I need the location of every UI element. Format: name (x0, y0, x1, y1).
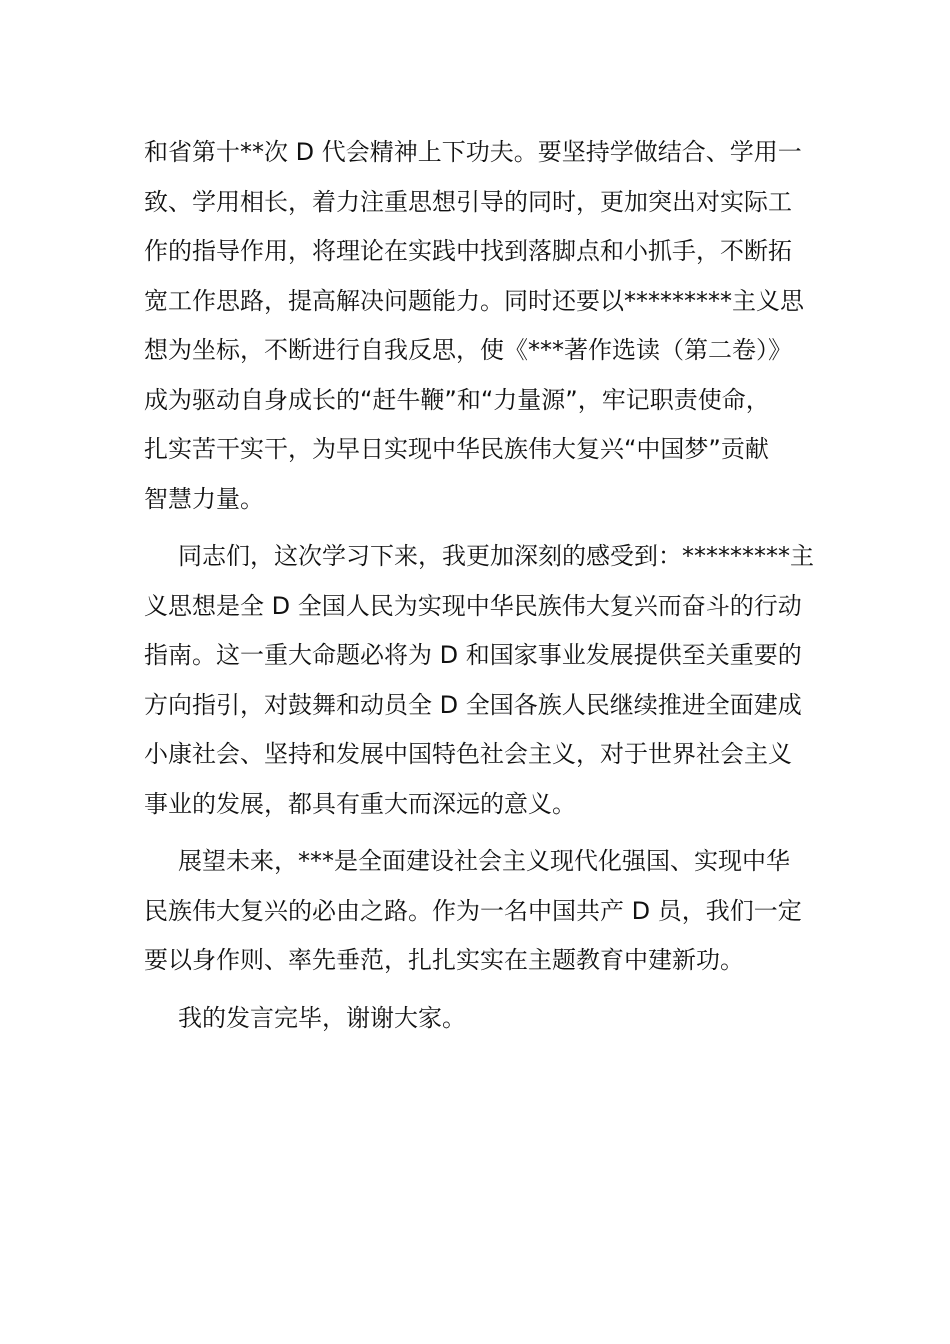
text-line: 方向指引，对鼓舞和动员全 D 全国各族人民继续推进全面建成 (144, 690, 802, 719)
text-line: 小康社会、坚持和发展中国特色社会主义，对于世界社会主义 (144, 740, 792, 768)
text-line: 智慧力量。 (144, 484, 264, 513)
text-line: 义思想是全 D 全国人民为实现中华民族伟大复兴而奋斗的行动 (144, 591, 802, 620)
document-body (144, 128, 816, 1043)
paragraph-2 (144, 532, 816, 829)
text-line: 同志们，这次学习下来，我更加深刻的感受到：*********主 (178, 542, 814, 570)
paragraph-spacer (144, 829, 816, 837)
text-line: 事业的发展，都具有重大而深远的意义。 (144, 789, 576, 818)
paragraph-4 (144, 994, 816, 1044)
text-line: 作的指导作用，将理论在实践中找到落脚点和小抓手，不断拓 (144, 237, 792, 265)
text-line: 和省第十**次 D 代会精神上下功夫。要坚持学做结合、学用一 (144, 138, 802, 166)
paragraph-1 (144, 128, 816, 524)
paragraph-spacer (144, 524, 816, 532)
text-line: 指南。这一重大命题必将为 D 和国家事业发展提供至关重要的 (144, 641, 802, 669)
text-line: 成为驱动自身成长的“赶牛鞭”和“力量源”，牢记职责使命， (144, 385, 770, 414)
text-line: 展望未来，***是全面建设社会主义现代化强国、实现中华 (178, 847, 790, 875)
text-line: 要以身作则、率先垂范，扎扎实实在主题教育中建新功。 (144, 946, 744, 974)
paragraph-3 (144, 837, 816, 986)
text-line: 致、学用相长，着力注重思想引导的同时，更加突出对实际工 (144, 187, 792, 216)
text-line: 宽工作思路，提高解决问题能力。同时还要以*********主义思 (144, 286, 804, 315)
text-line: 想为坐标，不断进行自我反思，使《***著作选读（第二卷）》 (144, 336, 792, 364)
text-line: 我的发言完毕，谢谢大家。 (178, 1003, 466, 1032)
text-line: 扎实苦干实干，为早日实现中华民族伟大复兴“中国梦”贡献 (144, 435, 769, 463)
paragraph-spacer (144, 986, 816, 994)
text-line: 民族伟大复兴的必由之路。作为一名中国共产 D 员，我们一定 (144, 896, 802, 925)
